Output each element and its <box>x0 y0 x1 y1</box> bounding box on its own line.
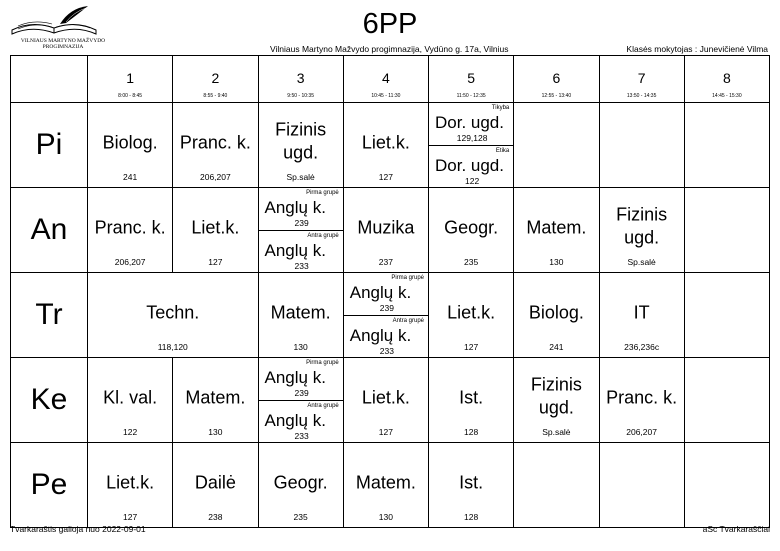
lesson-cell <box>429 273 514 358</box>
lesson-room: 127 <box>208 257 223 267</box>
lesson-subject: Anglų k. <box>264 198 326 217</box>
lesson-room: 206,207 <box>626 427 657 437</box>
lesson-cell <box>599 273 684 358</box>
day-name: Pi <box>35 128 63 161</box>
group-lesson <box>429 145 513 188</box>
lesson-subject: IT <box>633 302 650 323</box>
day-name: Pe <box>30 468 68 501</box>
lesson-room: 127 <box>123 512 138 522</box>
lesson-subject: Matem. <box>270 302 331 323</box>
lesson-cell <box>514 358 599 443</box>
lesson-cell <box>429 188 514 273</box>
lesson-cell <box>343 103 428 188</box>
lesson-room: 122 <box>465 176 480 186</box>
lesson-subject: Fizinis ugd. <box>275 119 327 163</box>
period-header <box>343 56 428 103</box>
period-time: 8:55 - 9:40 <box>203 93 228 99</box>
lesson-cell <box>514 188 599 273</box>
day-label <box>11 188 88 273</box>
lesson-cell <box>684 188 769 273</box>
lesson-subject: Pranc. k. <box>179 132 251 153</box>
group-lesson <box>259 400 343 443</box>
lesson-cell <box>173 443 258 528</box>
lesson-cell <box>429 443 514 528</box>
lesson-room: 235 <box>293 512 308 522</box>
group-name: Etika <box>495 148 510 154</box>
lesson-cell <box>258 358 343 443</box>
lesson-subject: Anglų k. <box>349 326 412 345</box>
lesson-subject: Ist. <box>459 387 484 408</box>
day-name: Tr <box>35 298 63 331</box>
lesson-room: 239 <box>294 218 309 228</box>
validity-note: Tvarkaraštis galioja nuo 2022-09-01 <box>10 524 146 534</box>
lesson-room: 206,207 <box>200 172 231 182</box>
group-name: Pirma grupė <box>306 190 339 196</box>
group-lesson <box>259 358 343 400</box>
period-time: 11:50 - 12:35 <box>456 93 486 99</box>
lesson-room: 130 <box>208 427 223 437</box>
day-label <box>11 358 88 443</box>
lesson-room: 238 <box>208 512 223 522</box>
lesson-subject: Geogr. <box>444 217 499 238</box>
lesson-cell <box>684 103 769 188</box>
lesson-cell <box>88 103 173 188</box>
lesson-subject: Biolog. <box>102 132 158 153</box>
period-time: 8:00 - 8:45 <box>118 93 143 99</box>
lesson-subject: Pranc. k. <box>94 217 166 238</box>
lesson-cell <box>429 103 514 188</box>
day-label <box>11 443 88 528</box>
lesson-room: 128 <box>464 427 479 437</box>
lesson-subject: Liet.k. <box>191 217 240 238</box>
lesson-subject: Matem. <box>185 387 246 408</box>
lesson-cell <box>258 273 343 358</box>
group-lesson <box>344 273 428 315</box>
lesson-room: 233 <box>379 346 394 356</box>
lesson-subject: Muzika <box>357 217 415 238</box>
period-number: 7 <box>637 70 646 86</box>
lesson-room: Sp.salė <box>627 257 656 267</box>
period-header <box>599 56 684 103</box>
lesson-subject: Biolog. <box>528 302 584 323</box>
lesson-subject: Dor. ugd. <box>435 113 504 132</box>
period-number: 6 <box>552 70 561 86</box>
day-name: An <box>30 213 68 246</box>
lesson-subject: Anglų k. <box>264 368 326 387</box>
lesson-cell <box>599 188 684 273</box>
period-number: 5 <box>467 70 476 86</box>
lesson-cell <box>173 103 258 188</box>
lesson-cell <box>343 188 428 273</box>
period-number: 4 <box>381 70 390 86</box>
lesson-subject: Liet.k. <box>447 302 496 323</box>
group-name: Antra grupė <box>307 233 339 239</box>
lesson-cell <box>684 273 769 358</box>
period-number: 8 <box>722 70 731 86</box>
period-time: 9:50 - 10:35 <box>287 93 314 99</box>
group-name: Antra grupė <box>307 403 339 409</box>
lesson-subject: Pranc. k. <box>606 387 678 408</box>
lesson-subject: Kl. val. <box>103 387 158 408</box>
lesson-room: 127 <box>378 172 393 182</box>
lesson-subject: Techn. <box>146 302 200 323</box>
corner-cell <box>11 56 88 103</box>
lesson-room: 239 <box>379 303 394 313</box>
timetable <box>10 55 770 528</box>
lesson-subject: Fizinis ugd. <box>616 204 668 248</box>
group-name: Pirma grupė <box>306 360 339 366</box>
lesson-room: 233 <box>294 261 309 271</box>
lesson-cell <box>343 358 428 443</box>
lesson-cell <box>343 443 428 528</box>
lesson-cell <box>684 443 769 528</box>
lesson-room: 122 <box>123 427 138 437</box>
lesson-cell <box>684 358 769 443</box>
group-lesson <box>259 188 343 230</box>
group-name: Tikyba <box>491 105 510 111</box>
lesson-cell <box>599 443 684 528</box>
period-header <box>684 56 769 103</box>
group-lesson <box>259 230 343 273</box>
lesson-cell <box>88 358 173 443</box>
period-header <box>514 56 599 103</box>
group-lesson <box>429 103 513 145</box>
lesson-subject: Dailė <box>194 472 236 493</box>
lesson-room: 130 <box>549 257 564 267</box>
lesson-cell <box>599 103 684 188</box>
period-header <box>258 56 343 103</box>
group-lesson <box>344 315 428 358</box>
lesson-subject: Anglų k. <box>264 241 326 260</box>
lesson-subject: Ist. <box>459 472 484 493</box>
lesson-subject: Liet.k. <box>361 132 410 153</box>
lesson-room: 129,128 <box>456 133 488 143</box>
page-title: 6PP <box>362 8 418 40</box>
lesson-room: 239 <box>294 388 309 398</box>
lesson-cell <box>88 188 173 273</box>
lesson-subject: Matem. <box>355 472 416 493</box>
lesson-cell <box>258 188 343 273</box>
lesson-subject: Liet.k. <box>106 472 155 493</box>
lesson-subject: Matem. <box>526 217 587 238</box>
lesson-cell <box>514 443 599 528</box>
lesson-subject: Dor. ugd. <box>435 156 504 175</box>
lesson-room: Sp.salė <box>542 427 571 437</box>
lesson-room: 206,207 <box>114 257 146 267</box>
lesson-cell <box>429 358 514 443</box>
period-number: 2 <box>211 70 220 86</box>
lesson-room: 130 <box>293 342 308 352</box>
lesson-room: 241 <box>549 342 564 352</box>
day-name: Ke <box>30 383 68 416</box>
group-name: Antra grupė <box>392 318 424 324</box>
period-number: 3 <box>296 70 305 86</box>
lesson-cell <box>514 103 599 188</box>
period-time: 14:45 - 15:30 <box>712 93 742 99</box>
lesson-cell <box>343 273 428 358</box>
lesson-room: 127 <box>464 342 479 352</box>
lesson-cell <box>258 443 343 528</box>
lesson-room: 237 <box>378 257 393 267</box>
lesson-room: 128 <box>464 512 479 522</box>
period-number: 1 <box>126 70 135 86</box>
lesson-room: 235 <box>464 257 479 267</box>
period-header <box>429 56 514 103</box>
lesson-room: 236,236c <box>624 342 660 352</box>
lesson-cell <box>258 103 343 188</box>
lesson-room: Sp.salė <box>286 172 315 182</box>
lesson-subject: Anglų k. <box>349 283 412 302</box>
period-header <box>88 56 173 103</box>
lesson-cell <box>88 273 259 358</box>
lesson-subject: Fizinis ugd. <box>530 374 582 418</box>
lesson-cell <box>514 273 599 358</box>
period-time: 10:45 - 11:30 <box>371 93 401 99</box>
lesson-room: 241 <box>123 172 138 182</box>
logo-text: VILNIAUS MARTYNO MAŽVYDO PROGIMNAZIJA <box>20 38 106 50</box>
class-teacher: Klasės mokytojas : Junevičienė Vilma <box>626 44 768 54</box>
lesson-subject: Liet.k. <box>361 387 410 408</box>
lesson-cell <box>599 358 684 443</box>
lesson-cell <box>173 358 258 443</box>
generator-credit: aSc Tvarkaraščiai <box>702 524 770 534</box>
school-address: Vilniaus Martyno Mažvydo progimnazija, Vydūno g. 17a, Vilnius <box>270 44 509 54</box>
lesson-room: 130 <box>378 512 393 522</box>
lesson-subject: Anglų k. <box>264 411 326 430</box>
group-name: Pirma grupė <box>391 275 424 281</box>
day-label <box>11 273 88 358</box>
lesson-cell <box>173 188 258 273</box>
lesson-room: 127 <box>378 427 393 437</box>
day-label <box>11 103 88 188</box>
lesson-cell <box>88 443 173 528</box>
lesson-subject: Geogr. <box>273 472 328 493</box>
lesson-room: 118,120 <box>157 342 188 352</box>
period-time: 13:50 - 14:35 <box>626 93 657 99</box>
lesson-room: 233 <box>294 431 309 441</box>
period-header <box>173 56 258 103</box>
period-time: 12:55 - 13:40 <box>541 93 572 99</box>
